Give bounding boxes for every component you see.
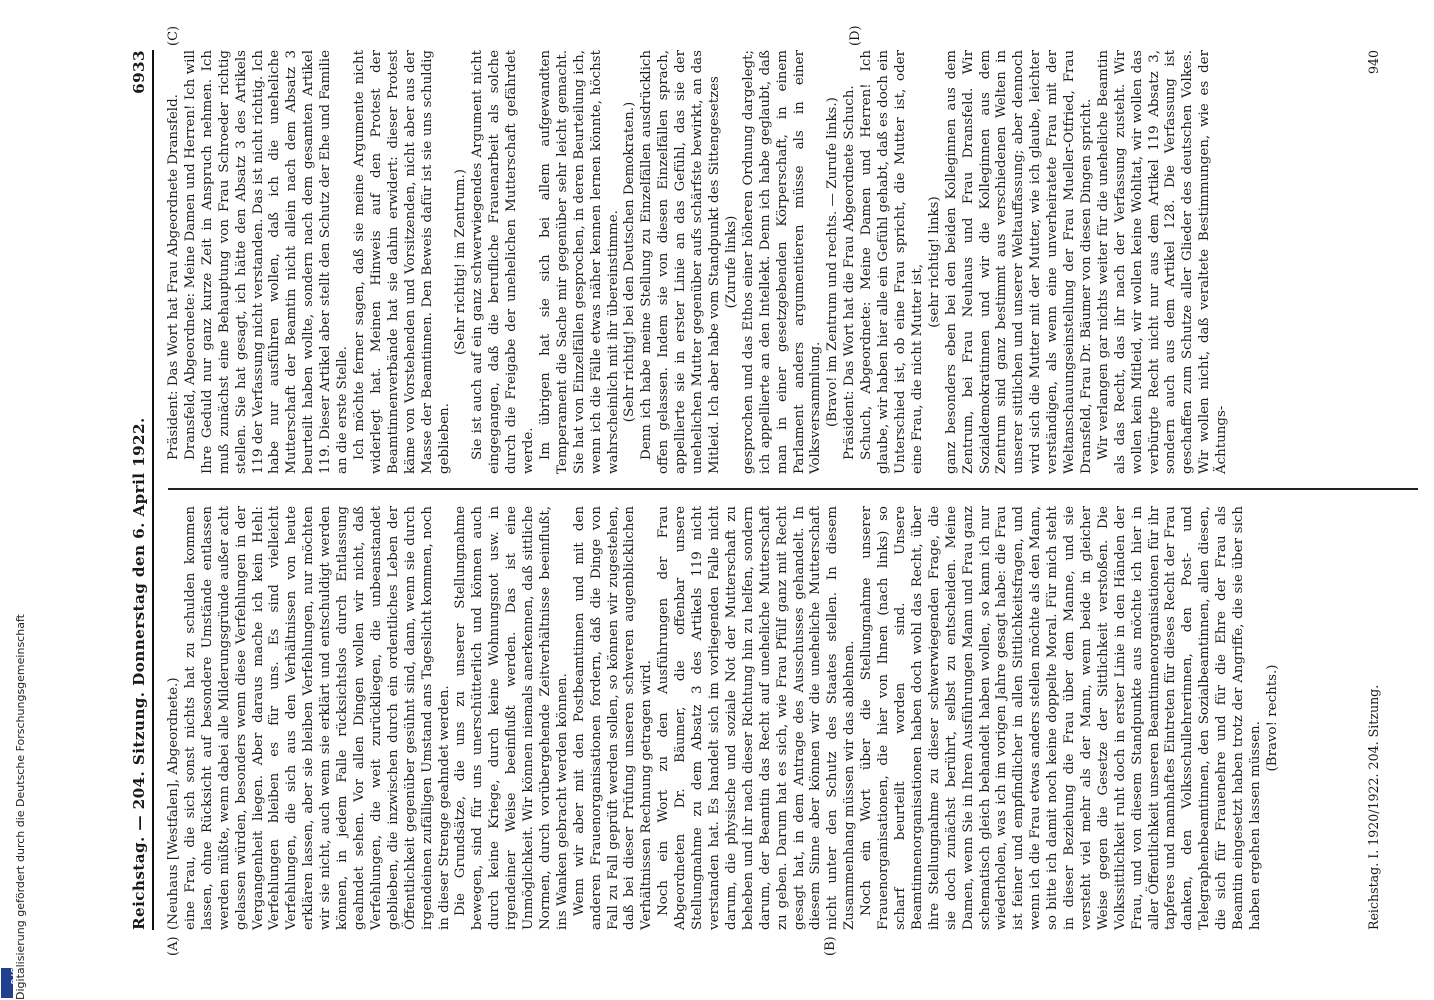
paragraph: Im übrigen hat sie sich bei allem aufgewandten Temperament die Sache mir gegenüber sehr leicht gemacht. Sie hat von Einzelfällen gesprochen, in deren Beurteilung ich, wenn ich die Fälle etwas näher kennen lernen könnte, höchst wahrscheinlich mit ihr übereinstimme. xyxy=(537,50,621,474)
interjection: (Sehr richtig! im Zentrum.) xyxy=(453,169,469,355)
paragraph: Wir verlangen gar nichts weiter für die uneheliche Beamtin als das Recht, das ihr nach der Verfassung zusteht. Wir wollen kein Mitleid, wir wollen keine Wohltat, wir wollen das verbürgte Recht nicht nur aus dem Artikel 119 Absatz 3, sondern auch aus dem Artikel 128. Die Verfassung ist geschaffen zum Schutze aller Glieder des deutschen Volkes. Wir wollen nicht, daß veraltete Bestimmungen, wie es der Ächtungs- xyxy=(1095,50,1230,474)
paragraph: Noch ein Wort zu den Ausführungen der Frau Abgeordneten Dr. Bäumer, die offenbar unsere Stellungnahme zu dem Absatz 3 des Artikels 119 nicht verstanden hat. Es handelt sich im vorliegenden Falle nicht darum, die physische und soziale Not der Mutterschaft zu beheben und ihr nach dieser Richtung hin zu helfen, sondern darum, der Beamtin das Recht auf uneheliche Mutterschaft zu geben. Darum hat es sich, wie Frau Pfülf ganz mit Recht gesagt hat, in dem Antrage des Ausschusses gehandelt. In diesem Sinne aber können wir die uneheliche Mutterschaft nicht unter den Schutz des Staates stellen. In diesem Zusammenhang müssen wir das ablehnen. xyxy=(656,506,858,930)
speaker-continuation: (Neuhaus [Westfalen], Abgeordnete.) xyxy=(166,677,181,930)
page-header xyxy=(128,50,154,930)
digitization-credit: Digitalisierung gefördert durch die Deutsche Forschungsgemeinschaft xyxy=(14,614,27,1000)
paragraph: Wenn wir aber mit den Postbeamtinnen und mit den anderen Frauenorganisationen fordern, daß die Dinge von Fall zu Fall geprüft werden sollen, so können wir zugestehen, daß bei dieser Prüfung unseren schweren augenblicklichen Verhältnissen Rechnung getragen wird. xyxy=(571,506,655,930)
paragraph: eine Frau, die sich sonst nichts hat zu schulden kommen lassen, ohne Rücksicht auf besondere Umstände entlassen werden müßte, wenn dabei alle Milderungsgründe außer acht gelassen würden, besonders wenn diese Verfehlungen in der Vergangenheit liegen. Aber daraus mache ich kein Hehl: Verfehlungen bleiben es für uns. Es sind vielleicht Verfehlungen, die sich aus den Verhältnissen von heute erklären lassen, aber sie bleiben Verfehlungen, nur möchten wir sie nicht, auch wenn sie erklärt und entschuldigt werden können, in jedem Falle rücksichtslos durch Entlassung geahndet sehen. Vor allen Dingen wollen wir nicht, daß Verfehlungen, die weit zurückliegen, die unbeanstandet geblieben, die inzwischen durch ein ordentliches Leben der Öffentlichkeit gegenüber gesühnt sind, dann, wenn sie durch irgendeinen zufälligen Umstand ans Tageslicht kommen, noch in dieser Strenge geahndet werden. xyxy=(182,506,452,930)
paragraph: ganz besonders eben bei den beiden Kolleginnen aus dem Zentrum, bei Frau Neuhaus und Frau Dransfeld. Wir Sozialdemokratinnen und wir die Kolleginnen aus dem Zentrum sind ganz bestimmt aus verschiedenen Welten in unserer sittlichen und unserer Weltauffassung; aber dennoch wird sich die Mutter mit der Mutter, wie ich glaube, leichter verständigen, als wenn eine unverheiratete Frau mit der Weltanschauungseinstellung der Frau Mueller-Otfried, Frau Dransfeld, Frau Dr. Bäumer von diesen Dingen spricht. xyxy=(943,50,1094,474)
margin-mark-b: (B) xyxy=(823,936,838,956)
paragraph: Sie ist auch auf ein ganz schwerwiegendes Argument nicht eingegangen, daß die berufliche Frauenarbeit als solche durch die Freigabe der unehelichen Mutterschaft gefährdet werde. xyxy=(470,50,537,474)
column-divider xyxy=(168,489,1418,491)
paragraph: Denn ich habe meine Stellung zu Einzelfällen ausdrücklich offen gelassen. Indem sie von diesen Einzelfällen sprach, appellierte sie in erster Linie an das Gefühl, das sie der unehelichen Mutter gegenüber aufs schärfste bewirkt, an das Mitleid. Ich aber habe vom Standpunkt des Sittengesetzes xyxy=(639,50,722,474)
paragraph: Die Grundsätze, die uns zu unserer Stellungnahme bewegen, sind für uns unerschütterlich und können auch durch keine Kriege, durch keine Wohnungsnot usw. in irgendeiner Weise beeinflußt werden. Das ist eine Unmöglichkeit. Wir können niemals anerkennen, daß sittliche Normen, durch vorübergehende Zeitverhältnisse beeinflußt, ins Wanken gebracht werden können. xyxy=(453,506,570,930)
interjection: (Bravo! rechts.) xyxy=(1264,664,1280,772)
paragraph: Dransfeld, Abgeordnete: Meine Damen und Herren! Ich will Ihre Geduld nur ganz kurze Zeit in Anspruch nehmen. Ich muß zunächst eine Behauptung von Frau Schroeder richtig stellen. Sie hat gesagt, ich hätte den Absatz 3 des Artikels 119 der Verfassung nicht verstanden. Das ist nicht richtig. Ich habe nur ausführen wollen, daß ich die uneheliche Mutterschaft der Beamtin nicht allein nach dem Absatz 3 beurteilt haben wollte, sondern nach dem gesamten Artikel 119. Dieser Artikel aber stellt den Schutz der Ehe und Familie an die erste Stelle. xyxy=(182,50,351,474)
president-line: Präsident: Das Wort hat Frau Abgeordnete Dransfeld. xyxy=(166,94,181,460)
dfg-logo: DFG xyxy=(1,968,13,998)
margin-mark-c: (C) xyxy=(166,25,181,46)
margin-mark-a: (A) xyxy=(166,936,181,956)
interjection: (Sehr richtig! bei den Deutschen Demokraten.) xyxy=(622,101,638,423)
rotated-document xyxy=(128,25,1418,956)
interjection: (Bravo! im Zentrum und rechts. — Zurufe links.) xyxy=(825,97,841,427)
president-line: Präsident: Das Wort hat die Frau Abgeordnete Schuch. xyxy=(842,85,858,460)
paragraph: Ich möchte ferner sagen, daß sie meine Argumente nicht widerlegt hat. Meinen Hinweis auf den Protest der Beamtinnenverbände hat sie dahin erwidert: dieser Protest käme von Vorstehenden und Vorsitzenden, nicht aber aus der Masse der Beamtinnen. Den Beweis dafür ist sie uns schuldig geblieben. xyxy=(351,50,452,474)
paragraph: Noch ein Wort über die Stellungnahme unserer Frauenorganisationen, die hier von Ihnen (nach links) so scharf beurteilt worden sind. Unsere Beamtinnenorganisationen haben doch wohl das Recht, über ihre Stellungnahme zu dieser schwerwiegenden Frage, die sie doch zunächst berührt, selbst zu entscheiden. Meine Damen, wenn Sie in Ihren Ausführungen Mann und Frau ganz schematisch gleich behandelt haben wollen, so kann ich nur wiederholen, was ich im vorigen Jahre gesagt habe: die Frau ist feiner und empfindlicher in allen Sittlichkeitsfragen, und wenn ich die Frau etwas anders stellen möchte als den Mann, so bitte ich damit noch keine doppelte Moral. Für mich steht in dieser Beziehung die Frau über dem Manne, und sie versteht viel mehr als der Mann, wenn beide in gleicher Weise gegen die Gesetze der Sittlichkeit verstoßen. Die Volkssittlichkeit ruht doch in erster Linie in den Händen der Frau, und von diesem Standpunkte aus möchte ich hier in aller Öffentlichkeit unseren Beamtinnenorganisationen für ihr tapferes und mannhaftes Eintreten für dieses Recht der Frau danken, den Volksschullehrerinnen, den Post- und Telegraphenbeamtinnen, den Sozialbeamtinnen, allen diesen, die sich für Frauenehre und für die Ehre der Frau als Beamtin eingesetzt haben trotz der Angriffe, die sie über sich haben ergehen lassen müssen. xyxy=(859,506,1263,930)
page-number: 6933 xyxy=(130,50,149,94)
paragraph: gesprochen und das Ethos einer höheren Ordnung dargelegt; ich appellierte an den Intellekt. Denn ich habe geglaubt, daß man in einer gesetzgebenden Körperschaft, in einem Parlament anders argumentieren müsse als in einer Volksversammlung. xyxy=(740,50,824,474)
header-title: Reichstag. — 204. Sitzung. Donnerstag den 6. April 1922. xyxy=(130,417,149,930)
paragraph: Schuch, Abgeordnete: Meine Damen und Herren! Ich glaube, wir haben hier alle ein Gefühl gehabt, daß es doch ein Unterschied ist, ob eine Frau spricht, die Mutter ist, oder eine Frau, die nicht Mutter ist, xyxy=(859,50,925,474)
right-column xyxy=(166,50,1231,474)
left-column xyxy=(166,506,1282,930)
margin-mark-d: (D) xyxy=(848,25,863,46)
page-footer xyxy=(1366,50,1383,930)
footer-number: 940 xyxy=(1366,50,1381,75)
interjection: (sehr richtig! links) xyxy=(926,196,942,328)
footer-source: Reichstag. I. 1920/1922. 204. Sitzung. xyxy=(1366,684,1381,930)
interjection: (Zurufe links) xyxy=(723,215,739,309)
